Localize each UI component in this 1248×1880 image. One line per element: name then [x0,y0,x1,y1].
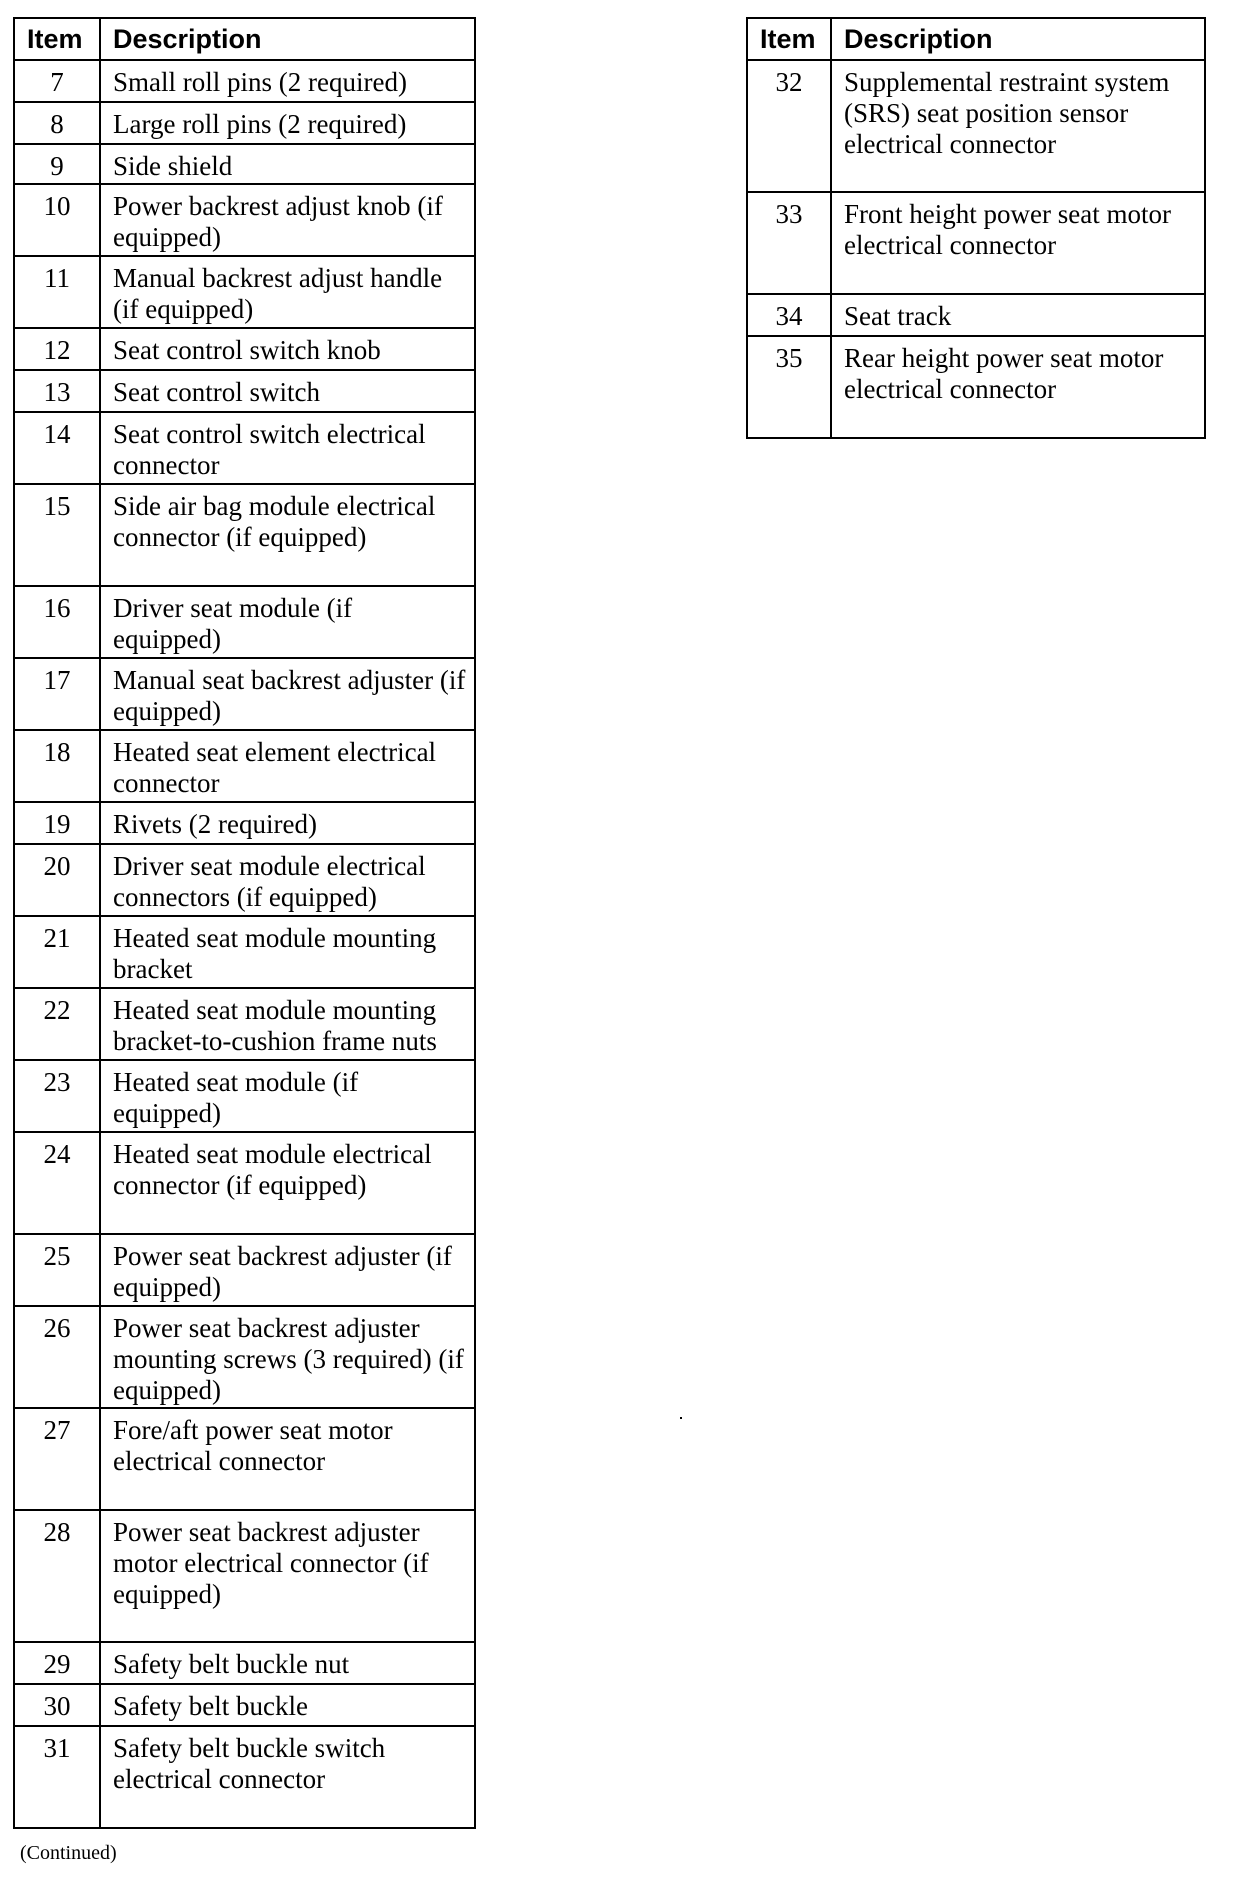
table-row [14,60,475,102]
item-description: Rear height power seat motor electrical connector [831,336,1205,438]
table-row [14,102,475,144]
item-number: 29 [14,1642,100,1684]
item-description: Driver seat module electrical connectors (if equipped) [100,844,475,916]
item-number: 26 [14,1306,100,1408]
table-row [14,1510,475,1642]
item-description: Safety belt buckle switch electrical connector [100,1726,475,1828]
item-number: 13 [14,370,100,412]
item-description: Rivets (2 required) [100,802,475,844]
item-description: Heated seat module mounting bracket-to-cushion frame nuts [100,988,475,1060]
item-number: 9 [14,144,100,184]
table-header-row [14,18,475,60]
continued-note: (Continued) [20,1842,117,1864]
table-row [14,844,475,916]
header-description: Description [100,18,475,60]
item-description: Large roll pins (2 required) [100,102,475,144]
item-number: 10 [14,184,100,256]
item-description: Small roll pins (2 required) [100,60,475,102]
scan-speck [680,1417,682,1419]
item-description: Power backrest adjust knob (if equipped) [100,184,475,256]
item-number: 35 [747,336,831,438]
item-description: Power seat backrest adjuster motor electrical connector (if equipped) [100,1510,475,1642]
table-row [14,1726,475,1828]
table-row [14,1684,475,1726]
item-description: Seat track [831,294,1205,336]
table-row [747,336,1205,438]
item-description: Supplemental restraint system (SRS) seat position sensor electrical connector [831,60,1205,192]
table-row [747,294,1205,336]
table-row [14,484,475,586]
item-description: Heated seat element electrical connector [100,730,475,802]
item-description: Fore/aft power seat motor electrical connector [100,1408,475,1510]
table-row [747,192,1205,294]
item-description: Heated seat module mounting bracket [100,916,475,988]
item-number: 32 [747,60,831,192]
header-item: Item [747,18,831,60]
item-number: 22 [14,988,100,1060]
item-number: 8 [14,102,100,144]
table-row [14,256,475,328]
header-description: Description [831,18,1205,60]
table-row [14,916,475,988]
item-number: 25 [14,1234,100,1306]
item-number: 14 [14,412,100,484]
table-row [14,1234,475,1306]
item-number: 23 [14,1060,100,1132]
item-description: Seat control switch knob [100,328,475,370]
item-number: 19 [14,802,100,844]
table-row [14,1060,475,1132]
item-description: Safety belt buckle nut [100,1642,475,1684]
table-row [747,60,1205,192]
item-number: 18 [14,730,100,802]
table-header-row [747,18,1205,60]
table-row [14,1642,475,1684]
table-row [14,802,475,844]
item-number: 27 [14,1408,100,1510]
table-row [14,658,475,730]
item-number: 21 [14,916,100,988]
table-row [14,412,475,484]
table-row [14,370,475,412]
item-number: 12 [14,328,100,370]
item-description: Safety belt buckle [100,1684,475,1726]
item-description: Heated seat module electrical connector (if equipped) [100,1132,475,1234]
item-description: Front height power seat motor electrical connector [831,192,1205,294]
item-number: 31 [14,1726,100,1828]
item-description: Side air bag module electrical connector (if equipped) [100,484,475,586]
table-row [14,730,475,802]
table-row [14,184,475,256]
item-number: 33 [747,192,831,294]
item-number: 34 [747,294,831,336]
item-description: Seat control switch electrical connector [100,412,475,484]
item-description: Manual seat backrest adjuster (if equipped) [100,658,475,730]
item-description: Side shield [100,144,475,184]
item-description: Driver seat module (if equipped) [100,586,475,658]
item-description: Manual backrest adjust handle (if equipped) [100,256,475,328]
item-number: 11 [14,256,100,328]
table-row [14,586,475,658]
table-row [14,988,475,1060]
item-number: 20 [14,844,100,916]
item-number: 16 [14,586,100,658]
parts-table-left [13,17,476,1829]
item-number: 30 [14,1684,100,1726]
item-number: 7 [14,60,100,102]
item-number: 28 [14,1510,100,1642]
item-number: 17 [14,658,100,730]
table-row [14,1408,475,1510]
table-row [14,144,475,184]
item-description: Power seat backrest adjuster (if equipped) [100,1234,475,1306]
table-row [14,1132,475,1234]
parts-table-right [746,17,1206,439]
item-description: Seat control switch [100,370,475,412]
item-description: Heated seat module (if equipped) [100,1060,475,1132]
item-description: Power seat backrest adjuster mounting screws (3 required) (if equipped) [100,1306,475,1408]
header-item: Item [14,18,100,60]
table-row [14,328,475,370]
table-row [14,1306,475,1408]
item-number: 15 [14,484,100,586]
item-number: 24 [14,1132,100,1234]
